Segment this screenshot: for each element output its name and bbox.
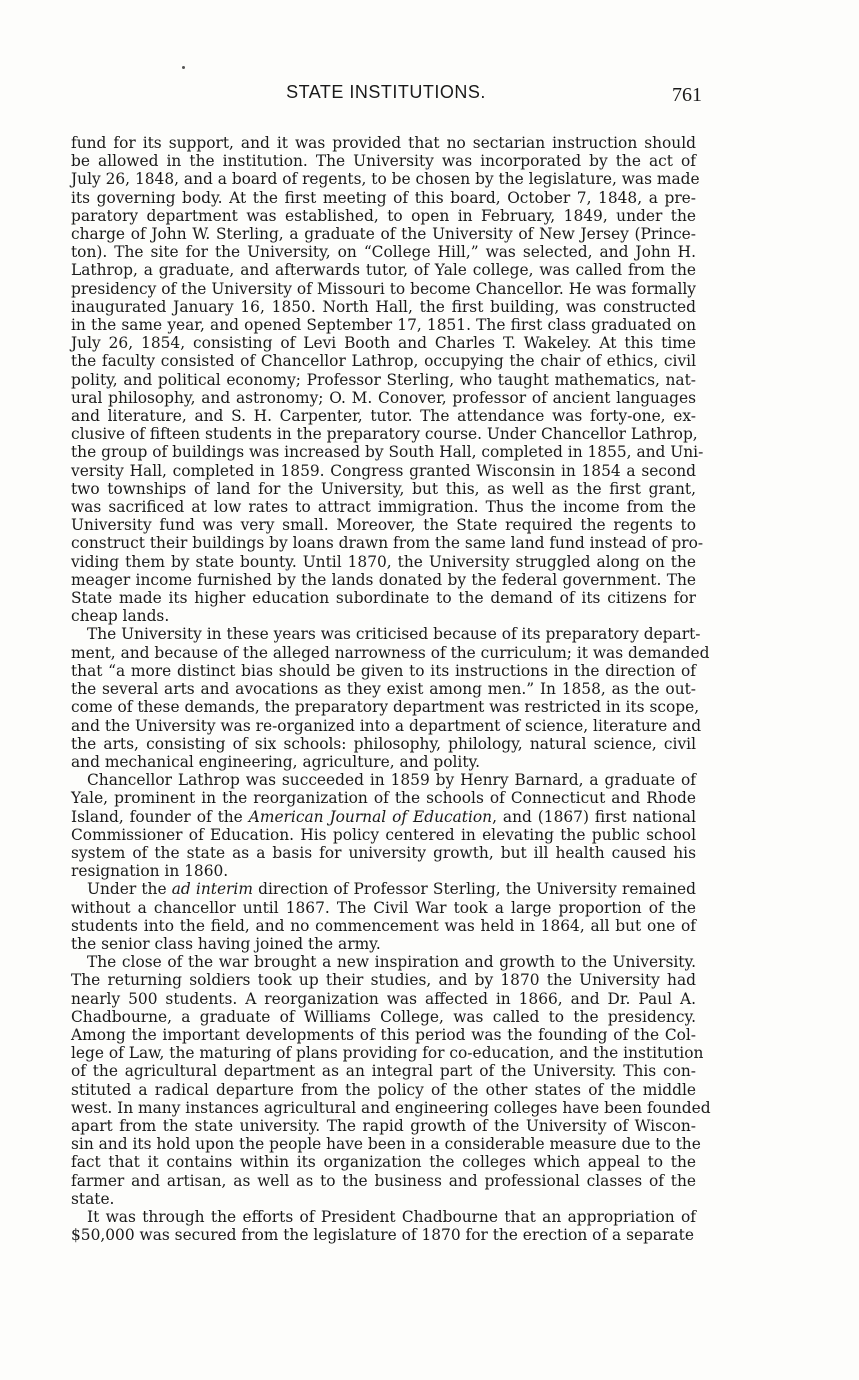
text-line: Island, founder of the American Journal of Education, and (1867) first national xyxy=(71,807,696,826)
text-line: Lathrop, a graduate, and afterwards tutor, of Yale college, was called from the xyxy=(71,261,696,280)
text-line: come of these demands, the preparatory department was restricted in its scope, xyxy=(71,698,700,717)
text-line: apart from the state university. The rapid growth of the University of Wiscon- xyxy=(71,1116,696,1135)
text-line: ton). The site for the University, on “College Hill,” was selected, and John H. xyxy=(71,243,696,262)
text-line: in the same year, and opened September 17, 1851. The first class graduated on xyxy=(71,316,696,335)
text-line: nearly 500 students. A reorganization was affected in 1866, and Dr. Paul A. xyxy=(71,989,696,1008)
text-line: Yale, prominent in the reorganization of the schools of Connecticut and Rhode xyxy=(71,789,696,808)
text-line: presidency of the University of Missouri to become Chancellor. He was formally xyxy=(71,279,696,298)
text-line: that “a more distinct bias should be given to its instructions in the direction of xyxy=(71,661,696,680)
text-line: polity, and political economy; Professor Sterling, who taught mathematics, nat- xyxy=(71,370,696,389)
text-line: resignation in 1860. xyxy=(71,862,229,881)
paragraph xyxy=(41,625,710,771)
paragraph xyxy=(41,134,704,626)
text-line: ural philosophy, and astronomy; O. M. Conover, professor of ancient languages xyxy=(71,388,696,407)
text-line: Chancellor Lathrop was succeeded in 1859 by Henry Barnard, a graduate of xyxy=(87,771,696,790)
text-line: west. In many instances agricultural and engineering colleges have been founded xyxy=(71,1098,711,1117)
text-line: without a chancellor until 1867. The Civil War took a large proportion of the xyxy=(71,898,696,917)
text-line: versity Hall, completed in 1859. Congress granted Wisconsin in 1854 a second xyxy=(71,461,696,480)
text-line: The close of the war brought a new inspiration and growth to the University. xyxy=(87,953,696,972)
text-line: meager income furnished by the lands donated by the federal government. The xyxy=(71,570,696,589)
text-line: charge of John W. Sterling, a graduate of the University of New Jersey (Prince- xyxy=(71,225,696,244)
text-line: of the agricultural department as an integral part of the University. This con- xyxy=(71,1062,696,1081)
paragraph xyxy=(41,771,696,880)
text-line: fund for its support, and it was provided that no sectarian instruction should xyxy=(71,134,696,152)
text-line: the senior class having joined the army. xyxy=(71,934,381,953)
text-line: construct their buildings by loans drawn from the same land fund instead of pro- xyxy=(71,534,704,553)
text-line: Commissioner of Education. His policy centered in elevating the public school xyxy=(71,825,696,844)
text-line: be allowed in the institution. The University was incorporated by the act of xyxy=(71,152,696,171)
text-line: fact that it contains within its organization the colleges which appeal to the xyxy=(71,1153,696,1172)
text-line: clusive of fifteen students in the preparatory course. Under Chancellor Lathrop, xyxy=(71,425,698,444)
text-line: and mechanical engineering, agriculture, and polity. xyxy=(71,752,481,771)
text-line: The returning soldiers took up their studies, and by 1870 the University had xyxy=(71,971,696,990)
speck-mark xyxy=(182,66,185,69)
text-line: the faculty consisted of Chancellor Lathrop, occupying the chair of ethics, civil xyxy=(71,352,696,371)
text-line: July 26, 1854, consisting of Levi Booth and Charles T. Wakeley. At this time xyxy=(71,334,696,353)
text-line: The University in these years was criticised because of its preparatory depart- xyxy=(87,625,701,644)
running-head xyxy=(70,82,702,112)
text-line: viding them by state bounty. Until 1870, the University struggled along on the xyxy=(71,552,696,571)
text-line: inaugurated January 16, 1850. North Hall, the first building, was constructed xyxy=(71,297,696,316)
text-line: It was through the efforts of President Chadbourne that an appropriation of xyxy=(87,1207,696,1226)
running-title: STATE INSTITUTIONS. xyxy=(286,82,486,102)
page-number: 761 xyxy=(672,84,702,106)
text-line: two townships of land for the University, but this, as well as the first grant, xyxy=(71,479,696,498)
text-line: its governing body. At the first meeting of this board, October 7, 1848, a pre- xyxy=(71,188,696,207)
text-line: Among the important developments of this period was the founding of the Col- xyxy=(71,1025,696,1044)
text-line: students into the field, and no commencement was held in 1864, all but one of xyxy=(71,916,696,935)
text-line: Chadbourne, a graduate of Williams College, was called to the presidency. xyxy=(71,1007,696,1026)
text-line: cheap lands. xyxy=(71,607,170,626)
text-line: the arts, consisting of six schools: philosophy, philology, natural science, civil xyxy=(71,734,696,753)
text-line: system of the state as a basis for university growth, but ill health caused his xyxy=(71,843,696,862)
text-line: University fund was very small. Moreover, the State required the regents to xyxy=(71,516,696,535)
text-line: July 26, 1848, and a board of regents, to be chosen by the legislature, was made xyxy=(71,170,700,189)
body-text xyxy=(41,134,711,1245)
text-line: sin and its hold upon the people have been in a considerable measure due to the xyxy=(71,1135,701,1154)
text-line: paratory department was established, to open in February, 1849, under the xyxy=(71,206,696,225)
text-line: $50,000 was secured from the legislature of 1870 for the erection of a separate xyxy=(71,1226,694,1245)
text-line: state. xyxy=(71,1189,115,1208)
paragraph xyxy=(41,1208,696,1244)
text-line: and the University was re-organized into a department of science, literature and xyxy=(71,716,702,735)
paragraph xyxy=(41,880,696,953)
text-line: and literature, and S. H. Carpenter, tutor. The attendance was forty-one, ex- xyxy=(71,407,696,426)
text-line: the several arts and avocations as they exist among men.” In 1858, as the out- xyxy=(71,680,696,699)
text-line: State made its higher education subordinate to the demand of its citizens for xyxy=(71,589,696,608)
text-line: the group of buildings was increased by South Hall, completed in 1855, and Uni- xyxy=(71,443,704,462)
text-line: lege of Law, the maturing of plans providing for co-education, and the institution xyxy=(71,1044,704,1063)
paragraph xyxy=(41,953,711,1208)
text-line: Under the ad interim direction of Professor Sterling, the University remained xyxy=(87,880,696,899)
text-line: ment, and because of the alleged narrowness of the curriculum; it was demanded xyxy=(71,643,710,662)
text-line: was sacrificed at low rates to attract immigration. Thus the income from the xyxy=(71,498,696,517)
text-line: farmer and artisan, as well as to the business and professional classes of the xyxy=(71,1171,696,1190)
text-line: stituted a radical departure from the policy of the other states of the middle xyxy=(71,1080,696,1099)
